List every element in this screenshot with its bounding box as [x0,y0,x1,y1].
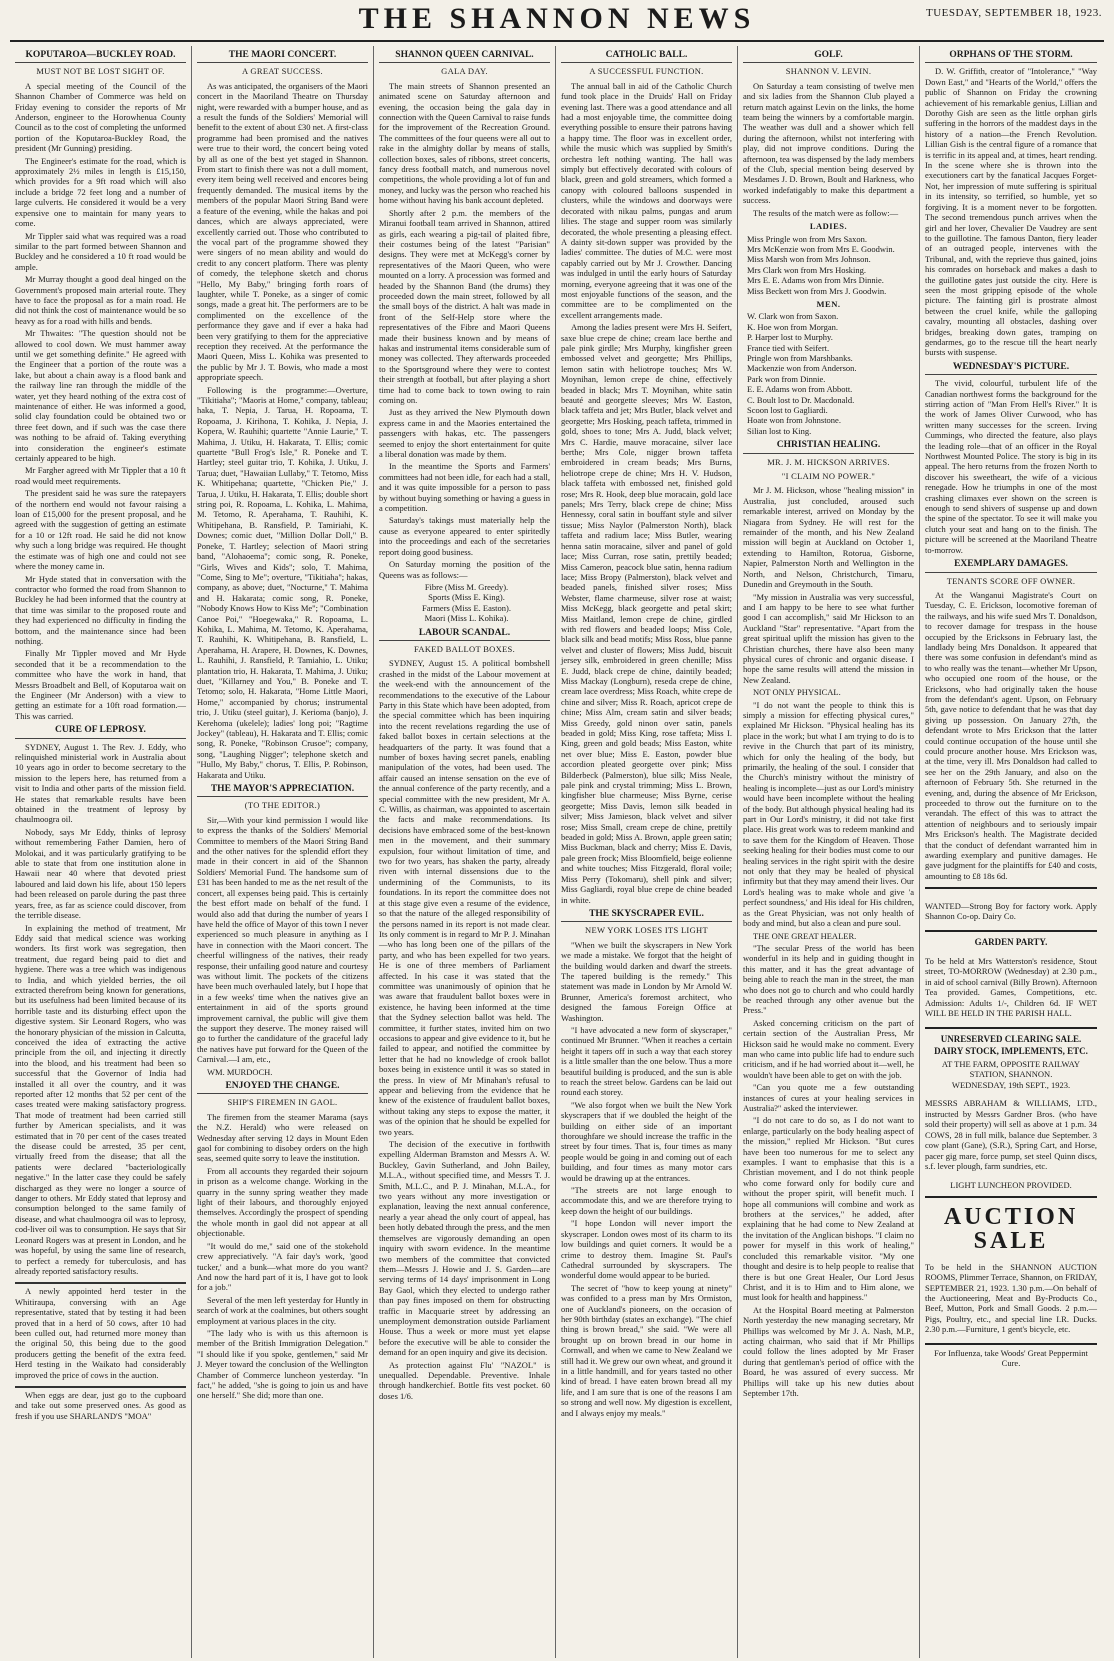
article-heading: CATHOLIC BALL. [561,50,732,63]
article-heading: THE SKYSCRAPER EVIL. [561,909,732,922]
garden-party-body: To be held at Mrs Watterston's residence, Stout street, TO-MORROW (Wednesday) at 2.30 p.m., in aid of school carnival (Billy Brown). Afternoon Tea provided. Games, Competitions, etc. Admission: Adults 1/-, Children 6d. IF WET WILL BE HELD IN THE PARISH HALL. [925,956,1097,1019]
article-paragraph: "I do not want the people to think this is simply a mission for effecting physical cures," explained Mr Hickson. "Physical healing has its place in the work; but what I am trying to do is to revive in the Church that part of its ministry, which for only the healing of the body, but primarily, the healing of the soul. I consider that the Church's ministry without the ministry of healing is incomplete—just as our Lord's ministry would have been incomplete without the healing of the body. But although physical healing had its part in Our Lord's ministry, it did not take first place. His great work was to redeem mankind and to save them for the Kingdom of Heaven. Those seeking healing for their bodies must come to our healing services in the right spirit with the desire not only that they may be healed of physical infirmity but that they may amend their lives. Our Lord's healing was to make whole and give 'a perfect soundness,' and His ideal for His children, as the Great Physician, was not only health of body and mind, but also a clean and pure soul. [743,699,914,929]
influenza-ad [925,1343,1097,1369]
article [925,50,1097,358]
auction-sale-body: To be held in the SHANNON AUCTION ROOMS, Plimmer Terrace, Shannon, on FRIDAY, SEPTEMBER 21, 1923. 1.30 p.m.—On behalf of the Auctioneering, Meat and By-Products Co., Beef, Mutton, Pork and Small Goods. 2 p.m.—Pigs, Poultry, etc., and special line I.R. Ducks. 2.30 p.m.—Furniture, 1 gent's bicycle, etc. [925,1261,1097,1335]
article-paragraph: Saturday's takings must materially help the cause as everyone appeared to enter spiritedly into the proceedings and each of the secretaries report doing good business. [379,515,550,557]
article-paragraph: Mr Hyde stated that in conversation with the contractor who formed the road from Shannon to Buckley he had been informed that the country at that time was similar to the proposed route and they had experienced no difficulty in finding the bottom, and the maintenance since had been nothing. [15,573,186,646]
article-heading: THE MAORI CONCERT. [197,50,368,63]
article-heading: CURE OF LEPROSY. [15,725,186,738]
article-paragraph: Among the ladies present were Mrs H. Seifert, saxe blue crepe de chine; cream lace berthe and pale pink girdle; Mrs Murphy, kingfisher green embossed velvet and georgette; Mrs Phillips, lemon satin with heliotrope touches; Mrs W. Moynihan, lemon crepe de chine, effectively beaded in black; Mrs T. Moynihan, white satin beauté and georgette sleeves; Mrs W. Easton, black taffeta and jet; Mrs Butler, black velvet and georgette; Mrs Hosking, peach taffeta, trimmed in gold, shoes to tone; Mrs A. Judd, black velvet; Mrs C. Hardie, mauve moracaine, silver lace berthe; Mrs Cole, nigger brown taffeta embroidered in cream beads; Mrs Burns, heliotrope crepe de chine; Mrs H. V. Hudson, black taffeta with embossed net, finished gold rose; Mrs R. Hook, deep blue moracain, gold lace panels; Mrs Terry, black crepe de chine; Miss Hennessy, coral satin in bouffant style and silver tissue; Miss Naylor (Palmerston North), black taffeta and radium lace; Miss Butler, wearing henna satin moracaine, silver and panel of gold lace; Miss Curran, rose satin, prettily beaded; Miss Cameron, peacock blue satin, henna radium lace; Miss Bropy (Palmerston), black velvet and beaded panels, finished silver roses; Miss Webster, flame charmeuse, silver rose at waist; Miss McKegg, black georgette and petal skirt; Miss Maitland, lemon crepe de chine, girdled with red flowers and beaded loops; Miss Cole, black silk and bead motifs; Miss Ross, blue panne velvet and cluster of flowers; Miss Judd, biscuit jersey silk, embroidered in green chenille; Miss E. Judd, black crepe de chine, daintily beaded; Miss Mackay (Longburn), reseda crepe de chine, cream lace overdress; Miss Roach, white crepe de chine and silver; Miss R. Roach, apricot crepe de chine; Miss Alm, cream satin and silver beads; Miss Greedy, gold ninon over satin, panels beaded in gold; Miss King, rose taffeta; Miss I. King, green and gold beads; Miss Easton, white net over blue; Miss E. Easton, powder blue accordion pleated georgette over pink; Miss Bilderbeck (Palmerston), blue silk; Miss Neale, pale pink and crystal trimming; Miss L. Brown, kingfisher blue charmeuse; Miss Byrne, cerise georgette; Miss Davis, lemon silk beaded in silver; Miss Jamieson, black velvet and silver rose; Miss Small, cream crepe de chine, prettily beaded in gold; Miss A. Brown, apple green satin; Miss Buckman, black and cherry; Miss E. Davis, pale green frock; Miss Bloomfield, beige eolienne and white touches; Miss Fitzgerald, floral voile; Miss Perry (Tokomaru), shell pink and silver; Miss Gagliardi, royal blue crepe de chine beaded in white. [561,322,732,905]
article-paragraph: Mr Murray thought a good deal hinged on the Government's proposed main arterial route. They have to face the proposal as for a main road. He did not think the cost of maintenance would be so heavy as for a road with hills and bends. [15,274,186,326]
article-heading: ENJOYED THE CHANGE. [197,1081,368,1094]
article-paragraph: "My mission in Australia was very successful, and I am happy to be here to see what further good I can accomplish," said Mr Hickson to an Auckland "Star" representative. "Apart from the great spiritual uplift the mission has given to the Christian churches, there have also been many physical cures of chronic and organic disease. I hope the same results will attend the mission in New Zealand. [743,591,914,685]
list-item: Mrs McKenzie won from Mrs E. Goodwin. [747,243,895,254]
article-paragraph: "When we built the skyscrapers in New York we made a mistake. We forgot that the height of the building would darken and dwarf the streets. The tapered building is the remedy." This statement was made in London by Mr Arnold W. Brunner, America's foremost architect, who designed the famous Foreign Office at Washington. [561,939,732,1023]
article [15,1386,186,1421]
article-paragraph: In explaining the method of treatment, Mr Eddy said that medical science was working wonders. Its first work was segregation, then treatment, due regard being paid to diet and hygiene. There was a tree which was indigenous to India, and which yielded berries, the oil extracted therefrom being known for generations, but its usefulness had been limited because of its horrible taste and its disturbing effect upon the digestive system. Sir Leonard Rogers, who was the honorary physician of the mission in Calcutta, conceived the idea of extracting the active principle from the oil, and injecting it directly into the blood, and his treatment had been so successful that the Governor of India had installed it all over the country, and it was reported after 12 months that 52 per cent of the cases treated were making satisfactory progress. That mode of treatment had been carried still further by American specialists, and it was estimated that in 70 per cent of the cases treated the disease could be arrested, 35 per cent, virtually freed from the disease; that all the patients were declared "bacteriologically negative." In the latter case they could be safely discharged as they were no longer a source of danger to others. Mr Eddy stated that leprosy and consumption belonged to the same family of disease, and what chaulmoogra oil was to leprosy, cod-liver oil was to consumption. He says that Sir Leonard Rogers was at present in London, and he was hopeful, by using the same line of research, to perfect a remedy for tuberculosis, and has already reported satisfactory results. [15,922,186,1276]
list-item: Pringle won from Marshbanks. [747,352,853,363]
clearing-sale-title: UNRESERVED CLEARING SALE. [940,1033,1082,1044]
article-paragraph: Several of the men left yesterday for Huntly in search of work at the coalmines, but others sought employment at various places in the city. [197,1294,368,1326]
article [925,559,1097,881]
article [15,725,186,1276]
article-paragraph: "We also forgot when we built the New York skyscrapers that if we doubled the height of the building on either side of an important thoroughfare we should increase the traffic in the street by four times. That is, four times as many people would be going in and coming out of each building, and four times as many motor cars would be drawing up at the entrances. [561,1099,732,1183]
garden-party-title: GARDEN PARTY. [974,937,1048,948]
list-item: Scoon lost to Gagliardi. [747,405,828,415]
article-subheading: MR. J. M. HICKSON ARRIVES. [767,456,890,467]
article-subheading: FAKED BALLOT BOXES. [413,643,515,654]
article-paragraph: The vivid, colourful, turbulent life of the Canadian northwest forms the background for the stirring action of "Man From Hell's River." It is the work of James Oliver Curwood, who has written many successes for the screen. Irving Cummings, who directed the feature, also plays the leading role—that of an officer in the Royal Northwest Mounted Police. The story is big in its appeal. The hero returns from the frozen North to discover his sweetheart, the wife of a vicious renegade. How he triumphs in one of the most crashing climaxes ever shown on the screen is enough to send shivers of suspense up and down the spine of the spectator. To see it will make you clutch your seat and hang on to the finish. The picture will be screened at the Maoriland Theatre to-morrow. [925,378,1097,555]
article [379,628,550,1402]
article-subheading: SHIP'S FIREMEN IN GAOL. [227,1097,338,1108]
list-item: Farmers (Miss E. Easton). [421,602,511,613]
article-paragraph: When eggs are dear, just go to the cupboard and take out some preserved ones. As good as fresh if you use SHARLAND'S "MOA" [15,1389,186,1421]
list-item: K. Hoe won from Morgan. [747,321,838,332]
article-paragraph: The president said he was sure the ratepayers of the northern end would not favour raising a loan of £15,000 for the present proposal, and he agreed with the suggestion of getting an estimate for a 10 or 12ft road. He said he did not know why such a long bridge was required. He thought the estimate was of high one and could not see where the money came in. [15,488,186,572]
article-heading: WEDNESDAY'S PICTURE. [925,362,1097,375]
article-paragraph: Asked concerning criticism on the part of certain section of the Australian Press, Mr Hickson said he would make no comment. Every man who came into public life had to endure such criticism, and if he had worried about it—well, he wouldn't have been able to get on with the job. [743,1017,914,1080]
results-list-title: LADIES. [809,221,848,232]
article-subheading: NEW YORK LOSES ITS LIGHT [585,925,708,936]
article-paragraph: As protection against Flu' "NAZOL" is unequalled. Dependable. Preventive. Inhale through handkerchief. Bottle fits vest pocket. 60 doses 1/6. [379,1359,550,1401]
article [743,50,914,436]
clearing-sale-body: MESSRS ABRAHAM & WILLIAMS, LTD., instructed by Messrs Gardner Bros. (who have sold their property) will sell as above at 1 p.m. 34 COWS, 28 in full milk, balance due September. 3 cow plant (Gane), (S.R.), Spring Cart, and Horse, pacer gig mare, force pump, set steel Quinn discs, s.f. lever plough, farm sundries, etc. [925,1098,1097,1171]
list-item: Mrs Clark won from Mrs Hosking. [747,264,866,275]
article-paragraph: "The lady who is with us this afternoon is member of the British Immigration Delegation." "I should like if you spoke, gentlemen," said Mr J. Meyer toward the conclusion of the Wellington Chamber of Commerce luncheon yesterday. "In fact," he added, "she is going to join us and have one herself." She did; more than one. [197,1327,368,1401]
article-subheading: A SUCCESSFUL FUNCTION. [589,66,704,77]
article [379,50,550,624]
article [15,1282,186,1380]
article [925,362,1097,555]
article [197,784,368,1077]
article-divider [15,1282,186,1284]
article-quote-heading: "I CLAIM NO POWER." [781,471,876,482]
column-2 [192,46,374,1658]
list-item: W. Clark won from Saxon. [747,311,839,322]
article-paragraph: As was anticipated, the organisers of the Maori concert in the Maoriland Theatre on Thursday night, were rewarded with a bumper house, and as a result the funds of the Soldiers' Memorial will benefit to the extent of about £30 net. A first-class programme had been promised and the natives were true to their word, the concert being voted by all as one of the best yet staged in Shannon. From start to finish there was not a dull moment, every item being well received and encores being frequently demanded. The musical items by the members of the popular Maori String Band were a feature of the evening, while the hakas and poi dances, which are always appreciated, were excellently carried out. Those who contributed to the vocal part of the programme showed they were singers of no mean ability and would do credit to any concert platform. There was plenty of comedy, the telephone sketch and chorus "Hello, My Baby," bringing forth roars of laughter, while T. Poneke, as a singer of comic songs, made a great hit. The performers are to be complimented on the excellence of the performance they gave and if ever a haka had been very gratifying to them for the appreciative reception they received. At the performance the Maori Queen, Miss L. Kohika was presented to the public by Mr J. T. Bowis, who made a most appropriate speech. [197,80,368,383]
article-paragraph: A special meeting of the Council of the Shannon Chamber of Commerce was held on Friday evening to consider the reports of Mr Anderson, engineer to the Horowhenua County Council as to the cost of completing the unformed portion of the Koputaroa-Buckley Road, the president (Mr Gunning) presiding. [15,80,186,154]
list-item: Miss Pringle won from Mrs Saxon. [747,233,867,244]
wanted-ad-text: WANTED—Strong Boy for factory work. Apply Shannon Co-op. Dairy Co. [925,900,1097,922]
clearing-sale-ad [925,1027,1097,1190]
article-subheading: SHANNON V. LEVIN. [785,66,872,77]
list-item: Miss Marsh won from Mrs Johnson. [747,254,871,265]
article-paragraph: On Saturday a team consisting of twelve men and six ladies from the Shannon Club played a return match against Levin on the links, the home team being the winners by a comfortable margin. The weather was dull and a shower which fell during the afternoon, whilst not interfering with play, did not improve conditions. During the afternoon, tea was dispensed by the lady members of the Club, special mention being deserved by Mesdames J. D. Brown, Boult and Harkness, who worked indefatigably to make this department a success. [743,80,914,206]
article-paragraph: Mr J. M. Hickson, whose "healing mission" in Australia, just concluded, aroused such remarkable interest, arrived on Monday by the Niagara from Sydney. He will rest for the remainder of the month, and his New Zealand mission will begin at Auckland on October 1, extending to Hamilton, Rotorua, Gisborne, Napier, Palmerston North and Wellington in the North, and Nelson, Christchurch, Timaru, Dunedin and Greymouth in the South. [743,485,914,590]
article-divider [15,1386,186,1388]
article-paragraph: Just as they arrived the New Plymouth down express came in and the Maories entertained the passengers with hakas, etc. The passengers seemed to enjoy the short entertainment for quite a liberal donation was made by them. [379,407,550,460]
list-item: Fibre (Miss M. Greedy). [424,581,509,592]
article-paragraph: D. W. Griffith, creator of "Intolerance," "Way Down East," and "Hearts of the World," offers the public of Shannon on Friday the crowning achievement of his remarkable genius, Lillian and Dorothy Gish are seen as the little orphan girls suffering in the horrors of the maddest days in the history of a nation—the French Revolution. Lillian Gish is the central figure of a romance that is terrific in its appeal and, at times, heart rending. In the scene where she is thrown into the executioners cart by the fanatical Jacques Forget-Not, her impression of mute suffering is spiritual in its intensity, so terrified, so humble, yet so forgiving. It is a moment never to be forgotten. The second tremendous punch arrives when the girl and her lover, Chevalier De Vaudrey are sent to the guillotine. The famous Danton, fiery leader of an outraged people, intervenes with the Tribunal, and, with the reprieve thus gained, joins his comrades on horseback and makes a dash to the guillotine gates just outside the city. Here is seen the most gripping episode of the whole picture. The fainting girl is prostrate almost between the cruel knife, while the galloping cavalry, mounting all obstacles, dashing over bridges, breaking down gates, tramping on gendarmes, go to the rescue till the heart nearly bursts with suspense. [925,66,1097,358]
article-heading: GOLF. [743,50,914,63]
clearing-sale-subtitle: DAIRY STOCK, IMPLEMENTS, ETC. [934,1046,1088,1057]
article-paragraph: From all accounts they regarded their sojourn in prison as a welcome change. Working in the quarry in the sunny spring weather they made light of their labours, and thoroughly enjoyed themselves. Accordingly the prospect of spending the whole month in gaol did not appear at all objectionable. [197,1165,368,1239]
clearing-sale-place: AT THE FARM, OPPOSITE RAILWAY STATION, SHANNON. [941,1058,1081,1080]
list-item: E. E. Adams won from Abbott. [747,384,853,395]
list-item: C. Boult lost to Dr. Macdonald. [747,394,855,405]
article-paragraph: SYDNEY, August 1. The Rev. J. Eddy, who relinquished ministerial work in Australia about 10 years ago in order to become secretary to the mission to the lepers here, has returned from a visit to India and other parts of the mission field. He states that remarkable results have been obtained in the treatment of leprosy by chaulmoogra oil. [15,741,186,825]
article-paragraph: "The streets are not large enough to accommodate this, and we are therefore trying to keep down the height of our buildings. [561,1185,732,1216]
article-paragraph: A newly appointed herd tester in the Whitiraupa, conversing with an Age representative, stated that by testing it had been proved that in a herd of 50 cows, after 10 had been culled out, had returned more money than the original 50, this being due to the good producers getting the benefit of the extra feed. Herd testing in the Waikato had considerably improved the price of cows in the auction. [15,1286,186,1380]
article-paragraph: WM. MURDOCH. [207,1066,273,1077]
article-heading: EXEMPLARY DAMAGES. [925,559,1097,572]
article-heading: LABOUR SCANDAL. [379,628,550,641]
issue-date: TUESDAY, SEPTEMBER 18, 1923. [926,7,1102,19]
article [561,50,732,905]
article-heading: CHRISTIAN HEALING. [743,440,914,453]
list-item: P. Harper lost to Murphy. [747,332,833,343]
influenza-ad-text: For Influenza, take Woods' Great Peppermint Cure. [934,1348,1088,1369]
list-item: Hoate won from Johnstone. [747,415,841,426]
list-item: Mrs E. E. Adams won from Mrs Dinnie. [747,275,884,286]
article-paragraph: The main streets of Shannon presented an animated scene on Saturday afternoon and evening, the occasion being the gala day in connection with the Queen Carnival to raise funds for the improvement of the Recreation Ground. The committees of the four queens were all out to rake in the almighty dollar by means of stalls, collection boxes, sales of ribbons, street concerts, fancy dress football match, and numerous novel competitions, the whole providing a lot of fun and money, and lucky was the person who reached his home without having his bank account depleted. [379,80,550,206]
article-paragraph: At the Hospital Board meeting at Palmerston North yesterday the new managing secretary, Mr Phillips was welcomed by Mr J. A. Nash, M.P., acting chairman, who said that if Mr Phillips could follow the lines adopted by Mr Fraser during that gentleman's period of office with the Board, he was assured of every success. Mr Phillips will take up his new duties about September 17th. [743,1304,914,1398]
article-paragraph: On Saturday morning the position of the Queens was as follows:— [379,559,550,580]
article-paragraph: The secret of "how to keep young at ninety" was confided to a press man by Mrs Ormiston, one of Auckland's pioneers, on the occasion of her 90th birthday (states an exchange). "The chief thing is brown bread," she said. "We were all brought up on brown bread in our home in Cornwall, and when we came to New Zealand we still had it. We grew our own wheat, and ground it in a little handmill, and for years tasted no other kind of bread. I have eaten brown bread all my life, and I am sure that is one of the reasons I am so strong and well now. My digestion is excellent, and I always enjoy my meals." [561,1282,732,1418]
article-paragraph: NOT ONLY PHYSICAL. [753,687,841,698]
results-list-title: MEN. [816,298,841,309]
masthead-title: THE SHANNON NEWS [358,2,756,35]
column-4 [556,46,738,1658]
clearing-sale-lunch: LIGHT LUNCHEON PROVIDED. [950,1179,1072,1190]
article [15,50,186,721]
article-paragraph: "I do not care to do so, as I do not want to enlarge, particularly on the body healing aspect of the mission," replied Mr Hickson. "But cures have been too numerous for me to select any examples. I want to emphasise that this is a Christian movement, and I do not think people who come forward only for bodily cure and without the proper spirit, will benefit much. I hope all communions will combine and work as brothers at the services," he added, after explaining that he had come to New Zealand at the invitation of the Anglican bishops. "I claim no power for myself in this work of healing," concluded this remarkable visitor. "My one thought and desire is to help people to realise that there is but one Great Healer, Our Lord Jesus Christ, and it is to Him and to Him alone, we must look for health and happiness." [743,1115,914,1303]
article-paragraph: The decision of the executive in forthwith expelling Alderman Bramston and Messrs A. W. Buckley, Gavin Sutherland, and John Bailey, M.L.A., without specified time, and Messrs T. J. Smith, M.L.C., and P. J. Minahan, M.L.A., for two years without any more investigation or explanation, leaving the next annual conference, nearly a year ahead the only court of appeal, has been hotly debated through the press, and the men themselves are vigorously demanding an open inquiry with sworn evidence. In the meantime two members of the committee that convicted them—Messrs J. Howie and J. S. Garden—are serving terms of 14 days' imprisonment in Long Bay Gaol, which they elected to undergo rather than pay fines imposed on them for obstructing traffic in Macquarie street by addressing an unemployment demonstration outside Parliament House. Thus a week or more must yet elapse before the executive will be able to consider the demand for an open inquiry and give its decision. [379,1139,550,1358]
article-subheading: TENANTS SCORE OFF OWNER. [946,575,1076,586]
article-heading: KOPUTAROA—BUCKLEY ROAD. [15,50,186,63]
list-item: Mackenzie won from Anderson. [747,363,857,374]
list-item: Miss Beckett won from Mrs J. Goodwin. [747,285,887,296]
auction-sale-ad [925,1196,1097,1334]
clearing-sale-date: WEDNESDAY, 19th SEPT., 1923. [951,1079,1071,1090]
article [743,440,914,1398]
article-paragraph: The results of the match were as follow:— [753,207,899,218]
article-paragraph: At the Wanganui Magistrate's Court on Tuesday, C. E. Erickson, locomotive foreman of the railways, and his wife sued Mrs T. Donaldson, to recover damage for trespass in the house occupied by the Ericksons in February last, the landlady being Mrs Donaldson. It appeared that there was some confusion in defendant's mind as to who really was the tenant—whether Mr Upson, who occupied one room of the house, or the Ericksons, who had originally taken the house from the defendant's agent. Upson, on February 5th, gave notice to defendant that he was that day giving up possession. On January 27th, the defendant wrote to Mrs Erickson that the latter could continue occupation of the house until she could procure another house. Mrs Erickson was, at the time, very ill. Mrs Donaldson had called to see her on the 29th January, and also on the afternoon of February 5th. She returned in the evening, and, during the absence of Mr Erickson, proceeded to throw out the furniture on to the verandah. The effect of this was to attract the attention of neighbours and to seriously impair Mrs Erickson's health. The Magistrate decided that the conduct of defendant warranted him in awarding exemplary and punitive damages. He gave judgment for the plaintiffs for £40 and costs, amounting to £8 18s 6d. [925,589,1097,881]
article-paragraph: "Can you quote me a few outstanding instances of cures at your healing services in Australia?" asked the interviewer. [743,1082,914,1113]
article-paragraph: "I hope London will never import the skyscraper. London owes most of its charm to its low buildings and quiet corners. It would be a crime to destroy them. Imagine St. Paul's Cathedral surrounded by skyscrapers. The wonderful dome would appear to be buried. [561,1218,732,1281]
article [197,1081,368,1401]
article [561,909,732,1418]
article-paragraph: THE ONE GREAT HEALER. [753,930,857,941]
article-paragraph: Mr Tippler said what was required was a road similar to the part formed between Shannon and Buckley and he considered a 10 ft road would be ample. [15,230,186,272]
article-heading: ORPHANS OF THE STORM. [925,50,1097,63]
article-paragraph: Finally Mr Tippler moved and Mr Hyde seconded that it be a recommendation to the committee who have the work in hand, that Messrs Broadbelt and Bell, of Koputaroa wait on the Engineer (Mr Anderson) with a view to getting an estimate for a 10ft road formation.—This was carried. [15,648,186,721]
column-5 [738,46,920,1658]
garden-party-ad [925,930,1097,1018]
article-paragraph: In the meantime the Sports and Farmers' committees had not been idle, for each had a stall, and it was quite impossible for a person to pass by without buying something or having a guess in a competition. [379,461,550,514]
list-item: Silian lost to King. [747,425,812,436]
list-item: Maori (Miss L. Kohika). [424,613,509,624]
article-heading: THE MAYOR'S APPRECIATION. [197,784,368,797]
article-heading: SHANNON QUEEN CARNIVAL. [379,50,550,63]
list-item: Sports (Miss E. King). [428,592,505,603]
article-paragraph: The Engineer's estimate for the road, which is approximately 2½ miles in length is £15,150, which provides for a 9ft road which will also include a bridge 72 feet long and a number of large culverts. He considered it would be a very expensive one to maintain for many years to come. [15,155,186,229]
article-paragraph: SYDNEY, August 15. A political bombshell crashed in the midst of the Labour movement at the week-end with the announcement of the recommendations to the executive of the Labour Party in this State which have been adopted, from the special committee which has been inquiring into the recent revelations regarding the use of faked ballot boxes in certain selections at the headquarters of the party. It was found that a number of boxes having secret panels, enabling manipulation of the votes, had been used. The affair caused an intense sensation on the eve of the annual conference of the party recently, and a special committee with the new president, Mr A. C. Willis, as chairman, was appointed to ascertain the facts and make recommendations. Its decisions have embraced some of the best-known men in the movement, and their summary expulsion, four without limitation of time, and two for two years, has shaken the party, already riven with internal dissensions due to the undermining of the Communists, to its foundations. In its report the committee does not at this stage give even a resume of the evidence, so that the nature of the alleged responsibility of the persons named in its report is not made clear. Its only comment is in regard to Mr P. J. Minahan—who has long been one of the pillars of the party, and who has been expelled for two years. He is one of three members of Parliament affected. In his case it was stated that the committee was unanimously of opinion that he was aware that fraudulent ballot boxes were in existence, he having been informed at the time that the Sydney selection ballot was held. The committee, it further states, invited him on two occasions to appear and give evidence to it, but he failed to appear, and notified the committee by letter that he had no knowledge of crook ballot boxes being in existence until it was so stated in the press. In view of Mr Minahan's refusal to appear and believing from the evidence that he knew of the existence of fraudulent ballot boxes, without taking any steps to expose the matter, it was of the opinion that he should be expelled for two years. [379,658,550,1137]
list-item: France tied with Seifert. [747,342,830,353]
article [197,50,368,780]
article-paragraph: Mr Thwaites: "The question should not be allowed to cool down. We must hammer away until we get something definite." He agreed with the Engineer that a portion of the route was a lake, but about a chain away is a flood bank and the railway line ran through the middle of the water, yet they heard nothing of the extra cost of maintenance of either. He was informed a good, solid clay foundation could be obtained two or three feet down, and if such was the case there was nothing to be afraid of. Taking everything into consideration the engineer's estimate certainly appeared to be high. [15,328,186,464]
results-list [743,311,914,436]
article-subheading: GALA DAY. [441,66,488,77]
article-paragraph: The firemen from the steamer Marama (says the N.Z. Herald) who were released on Wednesday after serving 12 days in Mount Eden gaol for combining to disobey orders on the high seas, seemed quite sorry to leave the institution. [197,1111,368,1164]
queen-standings-list [379,582,550,624]
article-paragraph: "It would do me," said one of the stokehold crew appreciatively. "A fair day's work, 'good tucker,' and a bunk—what more do you want? And now the hard part of it is, I have got to look for a job." [197,1240,368,1293]
article-subheading: MUST NOT BE LOST SIGHT OF. [36,66,165,77]
article-paragraph: Sir,—With your kind permission I would like to express the thanks of the Soldiers' Memorial Committee to members of the Maori String Band and the other natives for the splendid effort they made in their concert in aid of the Shannon Soldiers' Memorial Fund. The handsome sum of £31 has been handed to me as the net result of the concert, all expenses being paid. This is certainly the best effort made on behalf of the fund. I would also add that during the number of years I have held the office of Mayor of this town I never experienced so much pleasure in anything as I have in connection with the Maori concert. The cheerful willingness of the natives, their ready response, their unfailing good nature and courtesy was without limit. The pockets of the citizens have been much overhauled lately, but I hope that in a few weeks' time when the natives give an entertainment in aid of the sports ground improvement carnival, the public will give them the support they deserve. The money raised will go to further the candidature of the graceful lady the natives have put forward for the Queen of the Carnival.—I am, etc., [197,814,368,1065]
article-paragraph: Shortly after 2 p.m. the members of the Miranui football team arrived in Shannon, attired as girls, each wearing a pig-tail of plaited fibre, their costumes being of the latest "Parisian" designs. They were met at McKegg's corner by representatives of the Maori Queen, who were mounted on a lorry. A procession was formed and headed by the Shannon Band (the drums) they proceeded down the main street, followed by all the small boys of the district. A halt was made in front of the Self-Help store where the representatives of the Fibre and Maori Queens made their business known and by means of hakas and instrumental items considerable sum of money was collected. They afterwards proceeded to the Sportsground where they were to contest their strength at football, but after playing a short time had to come back to town owing to rain coming on. [379,207,550,405]
masthead [10,0,1104,42]
list-item: Park won from Dinnie. [747,373,826,384]
article-paragraph: The annual ball in aid of the Catholic Church fund took place in the Druids' Hall on Friday evening last. There was a good attendance and all had a most enjoyable time, the committee doing everything possible to ensure their patrons having a happy time. The floor was in excellent order, while the music which was supplied by Smith's orchestra left nothing wanting. The hall was simply but effectively decorated with colours of black, green and gold streamers, which formed a canopy with coloured balloons suspended in clusters, while the windows and doorways were decorated with nikau palms, pungas and arum lilies. The stage and supper room was similarly decorated, the whole presenting a pleasing effect. A dainty sit-down supper was provided by the ladies' committee. The duties of M.C. were most capably carried out by Mr J. Crowther. Dancing was indulged in until the early hours of Saturday morning, everyone agreeing that it was one of the most enjoyable functions of the season, and the committee are to be complimented on the excellent arrangements made. [561,80,732,320]
article-paragraph: Nobody, says Mr Eddy, thinks of leprosy without remembering Father Damien, hero of Molokai, and it was particularly gratifying to be able to state that from one institution alone in Hawaii near 40 where that devoted priest laboured and laid down his life, about 150 lepers had been released on parole during the past three years, free, as far as science could discover, from the terrible disease. [15,826,186,921]
results-list [743,234,914,296]
auction-sale-title: AUCTION SALE [943,1204,1079,1255]
article-subheading: (TO THE EDITOR.) [244,800,321,811]
article-paragraph: Following is the programme:—Overture, "Tikitiaha"; "Maoris at Home," company, tableau; haka, T. Nepia, J. Tarua, H. Ropoama, T. Ropoama, J. Kirihona, T. Kohika, J. Nepia, J. Kopera, W. Rauhihi; quartette "Annie Laurie," T. Mahima, J. Utiku, H. Hakarata, T. Ellis; comic quartette "Bull Frog's Isle," R. Poneke and T. Hartley; steel guitar trio, T. Kohika, J. Utiku, J. Tarua; duet, "Hawaiian Lullaby," T. Tetomo, Miss K. Whitipehana; quartette, "Chicken Pie," J. Tarua, J. Utiku, H. Hakarata, T. Ellis; double short string poi, R. Ropoama, L. Kohika, L. Mahima, M. Tetomo, R. Aperahama, T. Rauhihi, K. Whitipehana, B. Ransfield, P. Tamiriahi, K. Downes; comic duet, "Million Dollar Doll," B. Poneke, T. Hartley; selection of Maori string band, "Alohaoema"; comic song, R. Poneke, "Girls, Wives and Kids"; solo, T. Mahima, "Come, Sing to Me"; overture, "Tikitiaha"; hakas, company, as above; duet, "Nocturne," T. Mahima and H. Hakarata; comic song, R. Poneke, "Nobody Knows How to Kiss Me"; "Combination Canoe Poi," "Hoegewaka," R. Ropoama, L. Kohika, L. Mahima, M. Tetomo, K. Aperahama, T. Rauhihi, K. Whitipehana, B. Ransfield, L. Aperahama, H. Arapere, H. Downes, K. Downes, L. Rauhihi, J. Ransfield, P. Tamiahio, L. Utiku; plantation trio, H. Hakarata, T. Mahima, J. Utiku; duet, "Killarney and You," B. Poneke and T. Tetomo; solo, H. Hakarata, "Home Little Maori, Home," accompanied by chorus; instrumental trio, J. Utiku (steel guitar), J. Kerioma (banjo), J. Kerehoma (ukelele); ladies' long poi; "Ragtime Jockey" (tableau), H. Hakarata and T. Ellis; comic song, R. Poneke, "Robinson Crusoe"; company, song, "Laughing Nigger"; telephone sketch and "Hullo, My Baby," chorus, T. Ellis, P. Robinson, Hakarata and Utiku. [197,384,368,780]
column-6 [920,46,1102,1658]
article-paragraph: Mr Fargher agreed with Mr Tippler that a 10 ft road would meet requirements. [15,465,186,486]
article-paragraph: "I have advocated a new form of skyscraper," continued Mr Brunner. "When it reaches a certain height it tapers off in such a way that each storey is a little smaller than the one below. Thus a more beautiful building is produced, and the sun is able to reach the street below. Gardens can be laid out round each storey. [561,1024,732,1098]
article-subheading: A GREAT SUCCESS. [242,66,323,77]
column-3 [374,46,556,1658]
columns [10,46,1104,1658]
column-1 [10,46,192,1658]
article-paragraph: "The secular Press of the world has been wonderful in its help and in guiding thought in this matter, and it has the great advantage of being able to reach the man in the street, the man who does not go to church and who could hardly be reached through any other avenue but the Press." [743,942,914,1016]
classified-ad [925,887,1097,921]
